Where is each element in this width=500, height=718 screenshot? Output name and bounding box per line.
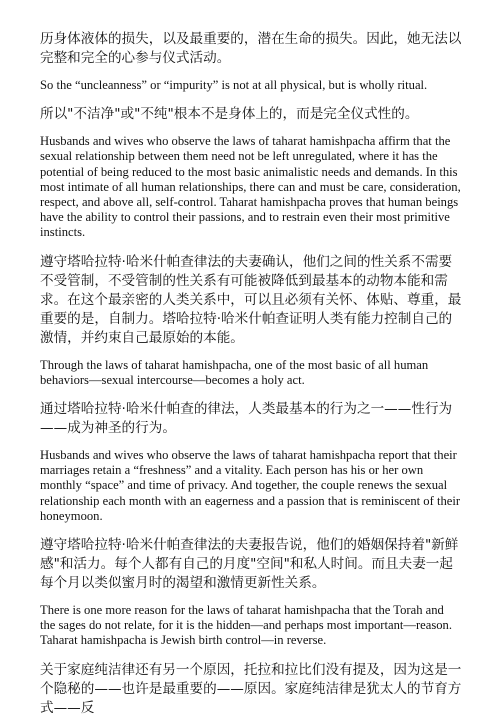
paragraph-en-4: Husbands and wives who observe the laws of taharat hamishpacha report that their marriages retain a “freshness” and a vitality. Each person has his or her own monthly “space” and time of privacy. And together, the couple renews the sexual relationship each month with an eagerness and a passion that is reminiscent of their honeymoon. [40,448,461,523]
paragraph-zh-5: 遵守塔哈拉特·哈米什帕查律法的夫妻报告说，他们的婚姻保持着"新鲜感"和活力。每个人都有自己的月度"空间"和私人时间。而且夫妻一起每个月以类似蜜月时的渴望和激情更新性关系。 [40,537,459,592]
paragraph-en-2: Husbands and wives who observe the laws of taharat hamishpacha affirm that the sexual relationship between them need not be left unregulated, where it has the potential of being reduced to the most basic animalistic needs and demands. In this most intimate of all human relationships, there can and must be care, consideration, respect, and above all, self-control. Taharat hamishpacha proves that human beings have the ability to control their passions, and to restrain even their most primitive instincts. [40,134,461,240]
paragraph-zh-3: 遵守塔哈拉特·哈米什帕查律法的夫妻确认，他们之间的性关系不需要不受管制，不受管制的性关系有可能被降低到最基本的动物本能和需求。在这个最亲密的人类关系中，可以且必须有关怀、体贴、尊重，最重要的是，自制力。塔哈拉特·哈米什帕查证明人类有能力控制自己的激情，并约束自己最原始的本能。 [40,253,462,346]
paragraph-zh-2: 所以"不洁净"或"不纯"根本不是身体上的，而是完全仪式性的。 [40,106,419,123]
paragraph-en-5: There is one more reason for the laws of taharat hamishpacha that the Torah and the sages do not relate, for it is the hidden—and perhaps most important—reason. Taharat hamishpacha is Jewish birth control—in reverse. [40,603,452,648]
paragraph-en-1: So the “uncleanness” or “impurity” is not at all physical, but is wholly ritual. [40,78,428,92]
paragraph-zh-1: 历身体液体的损失，以及最重要的，潜在生命的损失。因此，她无法以完整和完全的心参与仪式活动。 [40,31,462,66]
paragraph-zh-6: 关于家庭纯洁律还有另一个原因，托拉和拉比们没有提及，因为这是一个隐秘的——也许是最重要的——原因。家庭纯洁律是犹太人的节育方式——反 [40,661,462,716]
paragraph-zh-4: 通过塔哈拉特·哈米什帕查的律法，人类最基本的行为之一——性行为——成为神圣的行为。 [40,401,453,437]
paragraph-en-3: Through the laws of taharat hamishpacha, one of the most basic of all human behaviors—sexual intercourse—becomes a holy act. [40,357,429,387]
